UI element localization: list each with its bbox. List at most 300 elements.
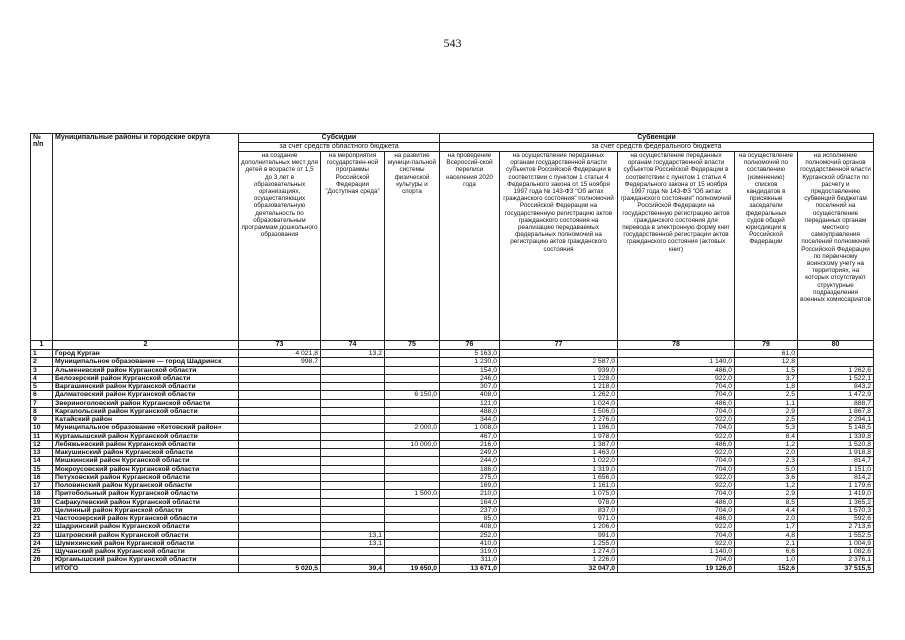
row-number: 25 [31, 548, 53, 556]
cell-c75 [385, 498, 440, 506]
cell-c76: 408,0 [440, 391, 500, 399]
cell-c73 [239, 515, 321, 523]
row-name: Частоозерский район Курганской области [53, 515, 239, 523]
cell-c79: 2,9 [735, 490, 798, 498]
cell-c79: 2,3 [735, 457, 798, 465]
cell-c74 [321, 457, 385, 465]
cell-c76: 252,0 [440, 531, 500, 539]
cell-c76: 1 230,0 [440, 358, 500, 366]
cell-c80: 843,2 [798, 383, 874, 391]
cell-c74 [321, 407, 385, 415]
table-row [31, 498, 874, 506]
cell-c76: 307,0 [440, 383, 500, 391]
column-index: 1 [31, 341, 53, 350]
cell-c80 [798, 350, 874, 358]
cell-c78: 704,0 [618, 407, 735, 415]
cell-c76: 210,0 [440, 490, 500, 498]
cell-c76: 5 163,0 [440, 350, 500, 358]
cell-c76: 408,0 [440, 523, 500, 531]
cell-c77: 1 161,0 [500, 482, 618, 490]
column-index: 75 [385, 341, 440, 350]
cell-c79: 2,9 [735, 407, 798, 415]
cell-c78: 704,0 [618, 457, 735, 465]
cell-c79: 8,4 [735, 432, 798, 440]
cell-c80 [798, 358, 874, 366]
cell-c79: 61,0 [735, 350, 798, 358]
table-row [31, 482, 874, 490]
cell-c76: 154,0 [440, 366, 500, 374]
table-row [31, 424, 874, 432]
cell-c79: 2,1 [735, 539, 798, 547]
cell-c77: 1 978,0 [500, 432, 618, 440]
cell-c77: 1 656,0 [500, 473, 618, 481]
cell-c73 [239, 539, 321, 547]
cell-c79: 1,2 [735, 482, 798, 490]
cell-c78: 922,0 [618, 539, 735, 547]
cell-c78: 922,0 [618, 449, 735, 457]
cell-c75 [385, 407, 440, 415]
cell-c75 [385, 473, 440, 481]
cell-c80: 814,2 [798, 473, 874, 481]
row-name: Сафакулевский район Курганской области [53, 498, 239, 506]
cell-c73: 4 021,8 [239, 350, 321, 358]
header-num: № п/п [31, 134, 53, 341]
row-name: Шатровский район Курганской области [53, 531, 239, 539]
cell-c73 [239, 432, 321, 440]
row-number: 4 [31, 374, 53, 382]
cell-c74 [321, 432, 385, 440]
row-number: 9 [31, 416, 53, 424]
table-row [31, 556, 874, 564]
cell-c74 [321, 506, 385, 514]
cell-c76: 467,0 [440, 432, 500, 440]
cell-c80: 1 179,6 [798, 482, 874, 490]
cell-c80: 1 552,5 [798, 531, 874, 539]
cell-c78: 704,0 [618, 391, 735, 399]
subsidies-table [30, 133, 874, 573]
cell-c80: 888,7 [798, 399, 874, 407]
table-row [31, 416, 874, 424]
table-row [31, 391, 874, 399]
cell-c73 [239, 465, 321, 473]
cell-c75 [385, 515, 440, 523]
header-col-74: на мероприятия государствен-ной программы Российской Федерации "Доступная среда" [321, 152, 385, 341]
cell-c79: 1,2 [735, 440, 798, 448]
header-subventions: Субвенции [440, 134, 874, 143]
row-name: Шадринский район Курганской области [53, 523, 239, 531]
header-col-77: на осуществление переданных органам государственной власти субъектов Российской Федерации в соответствии с пунктом 1 статьи 4 Федерального закона от 15 ноября 1997 года № 143-ФЗ "Об актах гражданского состояния" полномочий Российской Федерации на государственную регистрацию актов гражданского состояния на реализацию передаваемых федеральных полномочий на регистрацию актов гражданского состояния [500, 152, 618, 341]
cell-c78: 922,0 [618, 416, 735, 424]
column-index: 76 [440, 341, 500, 350]
cell-c74 [321, 523, 385, 531]
cell-c73 [239, 482, 321, 490]
cell-c80: 2 376,1 [798, 556, 874, 564]
cell-c77: 1 387,0 [500, 440, 618, 448]
header-col-76: на проведение Всероссий-ской переписи населения 2020 года [440, 152, 500, 341]
cell-c78: 922,0 [618, 482, 735, 490]
cell-c80: 1 522,1 [798, 374, 874, 382]
row-name: Юргамышский район Курганской области [53, 556, 239, 564]
cell-c77: 837,0 [500, 506, 618, 514]
cell-c79: 12,8 [735, 358, 798, 366]
cell-c74: 13,1 [321, 531, 385, 539]
cell-c75: 1 500,0 [385, 490, 440, 498]
cell-c77: 1 196,0 [500, 424, 618, 432]
cell-c75 [385, 366, 440, 374]
cell-c77: 1 255,0 [500, 539, 618, 547]
row-name: Мокроусовский район Курганской области [53, 465, 239, 473]
cell-c78: 704,0 [618, 383, 735, 391]
table-row [31, 515, 874, 523]
row-number: 22 [31, 523, 53, 531]
row-number: 19 [31, 498, 53, 506]
cell-c75 [385, 531, 440, 539]
table-row [31, 440, 874, 448]
cell-c75: 6 150,0 [385, 391, 440, 399]
cell-c75 [385, 457, 440, 465]
cell-c76: 249,0 [440, 449, 500, 457]
cell-c73 [239, 548, 321, 556]
cell-c76: 85,0 [440, 515, 500, 523]
cell-c74: 13,2 [321, 350, 385, 358]
cell-c75 [385, 432, 440, 440]
header-col-75: на развитие муници-пальной системы физической культуры и спорта [385, 152, 440, 341]
row-number: 10 [31, 424, 53, 432]
header-regional-budget: за счет средств областного бюджета [239, 143, 440, 152]
row-number: 1 [31, 350, 53, 358]
cell-c76: 216,0 [440, 440, 500, 448]
cell-c78: 486,0 [618, 515, 735, 523]
cell-c74 [321, 498, 385, 506]
row-name: Город Курган [53, 350, 239, 358]
cell-c79: 4,4 [735, 506, 798, 514]
cell-c73 [239, 424, 321, 432]
cell-c77: 1 218,0 [500, 383, 618, 391]
cell-c80: 1 365,2 [798, 498, 874, 506]
cell-c79: 1,5 [735, 366, 798, 374]
cell-c76: 488,0 [440, 407, 500, 415]
cell-c77: 1 024,0 [500, 399, 618, 407]
cell-c74 [321, 366, 385, 374]
cell-c79: 8,5 [735, 498, 798, 506]
cell-c80: 1 520,8 [798, 440, 874, 448]
cell-c75 [385, 374, 440, 382]
row-name: Звериноголовский район Курганской области [53, 399, 239, 407]
table-row [31, 506, 874, 514]
row-number: 15 [31, 465, 53, 473]
table-row [31, 366, 874, 374]
cell-c80: 5 148,5 [798, 424, 874, 432]
cell-c79: 2,5 [735, 391, 798, 399]
cell-c73 [239, 490, 321, 498]
row-name: Мишкинский район Курганской области [53, 457, 239, 465]
cell-c73 [239, 374, 321, 382]
cell-c77: 978,0 [500, 498, 618, 506]
column-index: 80 [798, 341, 874, 350]
row-number: 6 [31, 391, 53, 399]
cell-c80: 2 294,1 [798, 416, 874, 424]
cell-c76: 344,0 [440, 416, 500, 424]
cell-c77: 1 022,0 [500, 457, 618, 465]
table-row [31, 449, 874, 457]
column-index: 2 [53, 341, 239, 350]
row-number: 24 [31, 539, 53, 547]
cell-c78: 704,0 [618, 506, 735, 514]
row-name: Каргапольский район Курганской области [53, 407, 239, 415]
cell-c74 [321, 358, 385, 366]
cell-c74: 13,1 [321, 539, 385, 547]
cell-c76: 13 671,0 [440, 564, 500, 572]
cell-c73 [239, 556, 321, 564]
cell-c79: 2,5 [735, 416, 798, 424]
table-row [31, 473, 874, 481]
header-subsidies: Субсидии [239, 134, 440, 143]
table-row [31, 523, 874, 531]
row-number [31, 564, 53, 572]
cell-c75 [385, 465, 440, 473]
cell-c73 [239, 498, 321, 506]
cell-c78: 704,0 [618, 556, 735, 564]
cell-c76: 244,0 [440, 457, 500, 465]
column-index: 73 [239, 341, 321, 350]
cell-c75 [385, 548, 440, 556]
cell-c79: 1,1 [735, 399, 798, 407]
cell-c78: 19 126,0 [618, 564, 735, 572]
cell-c80: 37 515,5 [798, 564, 874, 572]
cell-c73: 998,7 [239, 358, 321, 366]
table-row [31, 465, 874, 473]
row-number: 5 [31, 383, 53, 391]
cell-c77: 1 274,0 [500, 548, 618, 556]
row-number: 2 [31, 358, 53, 366]
cell-c75 [385, 449, 440, 457]
row-number: 12 [31, 440, 53, 448]
row-name: Притобольный район Курганской области [53, 490, 239, 498]
header-col-78: на осуществление переданных органам государственной власти субъектов Российской Федерации в соответствии с пунктом 1 статьи 4 Федерального закона от 15 ноября 1997 года № 143-ФЗ "Об актах гражданского состояния" полномочий Российской Федерации на государственную регистрацию актов гражданского состояния для перевода в электронную форму книг государственной регистрации актов гражданского состояния (актовых книг) [618, 152, 735, 341]
row-name: Муниципальное образование — город Шадринск [53, 358, 239, 366]
cell-c74 [321, 383, 385, 391]
cell-c77: 1 226,0 [500, 556, 618, 564]
cell-c75 [385, 523, 440, 531]
cell-c80: 1 262,6 [798, 366, 874, 374]
cell-c76: 186,0 [440, 465, 500, 473]
row-number: 16 [31, 473, 53, 481]
cell-c76: 319,0 [440, 548, 500, 556]
cell-c75 [385, 399, 440, 407]
cell-c73: 5 020,5 [239, 564, 321, 572]
cell-c75 [385, 358, 440, 366]
row-number: 18 [31, 490, 53, 498]
cell-c73 [239, 523, 321, 531]
cell-c80: 814,7 [798, 457, 874, 465]
cell-c77: 1 228,0 [500, 374, 618, 382]
cell-c79: 3,7 [735, 374, 798, 382]
cell-c76: 169,0 [440, 482, 500, 490]
column-index: 74 [321, 341, 385, 350]
cell-c74: 39,4 [321, 564, 385, 572]
column-index: 77 [500, 341, 618, 350]
row-name: Белозерский район Курганской области [53, 374, 239, 382]
table-row [31, 399, 874, 407]
cell-c77: 991,0 [500, 531, 618, 539]
row-number: 11 [31, 432, 53, 440]
row-name: Целинный район Курганской области [53, 506, 239, 514]
cell-c74 [321, 465, 385, 473]
row-number: 21 [31, 515, 53, 523]
cell-c75: 2 000,0 [385, 424, 440, 432]
row-name: Лебяжьевский район Курганской области [53, 440, 239, 448]
cell-c76: 121,0 [440, 399, 500, 407]
cell-c80: 1 082,6 [798, 548, 874, 556]
table-row [31, 374, 874, 382]
header-col-80: на исполнение полномочий органов государственной власти Курганской области по расчету и предоставлению субвенций бюджетам поселений на осуществление переданных органам местного самоуправления поселений полномочий Российской Федерации по первичному воинскому учету на территориях, на которых отсутствуют структурные подразделения военных комиссариатов [798, 152, 874, 341]
cell-c79: 152,6 [735, 564, 798, 572]
cell-c78: 486,0 [618, 366, 735, 374]
total-row [31, 564, 874, 572]
row-name: Далматовский район Курганской области [53, 391, 239, 399]
table-row [31, 358, 874, 366]
cell-c73 [239, 399, 321, 407]
cell-c79: 2,0 [735, 449, 798, 457]
cell-c77: 1 276,0 [500, 416, 618, 424]
cell-c74 [321, 482, 385, 490]
cell-c80: 1 570,3 [798, 506, 874, 514]
cell-c79: 4,8 [735, 531, 798, 539]
cell-c75: 19 650,0 [385, 564, 440, 572]
cell-c77: 939,0 [500, 366, 618, 374]
cell-c73 [239, 473, 321, 481]
cell-c79: 6,6 [735, 548, 798, 556]
cell-c76: 237,0 [440, 506, 500, 514]
cell-c73 [239, 366, 321, 374]
row-name: Варгашинский район Курганской области [53, 383, 239, 391]
cell-c74 [321, 515, 385, 523]
row-name: Куртамышский район Курганской области [53, 432, 239, 440]
row-name: Половинский район Курганской области [53, 482, 239, 490]
table-row [31, 350, 874, 358]
row-name: Муниципальное образование «Кетовский район» [53, 424, 239, 432]
cell-c80: 2 713,6 [798, 523, 874, 531]
cell-c73 [239, 407, 321, 415]
row-number: 26 [31, 556, 53, 564]
row-number: 20 [31, 506, 53, 514]
cell-c74 [321, 440, 385, 448]
row-name: Щучанский район Курганской области [53, 548, 239, 556]
row-name: ИТОГО [53, 564, 239, 572]
cell-c75 [385, 539, 440, 547]
cell-c78: 486,0 [618, 498, 735, 506]
header-federal-budget: за счет средств федерального бюджета [440, 143, 874, 152]
cell-c75 [385, 556, 440, 564]
cell-c77: 1 319,0 [500, 465, 618, 473]
cell-c73 [239, 391, 321, 399]
cell-c73 [239, 531, 321, 539]
cell-c75 [385, 416, 440, 424]
cell-c74 [321, 424, 385, 432]
cell-c78: 922,0 [618, 473, 735, 481]
row-name: Макушинский район Курганской области [53, 449, 239, 457]
cell-c78: 704,0 [618, 424, 735, 432]
cell-c77: 971,0 [500, 515, 618, 523]
column-index: 79 [735, 341, 798, 350]
cell-c74 [321, 556, 385, 564]
cell-c79: 3,6 [735, 473, 798, 481]
row-number: 14 [31, 457, 53, 465]
cell-c78: 704,0 [618, 465, 735, 473]
cell-c77 [500, 350, 618, 358]
table-row [31, 531, 874, 539]
cell-c74 [321, 548, 385, 556]
cell-c77: 32 047,0 [500, 564, 618, 572]
table-row [31, 432, 874, 440]
cell-c80: 1 867,8 [798, 407, 874, 415]
cell-c80: 592,6 [798, 515, 874, 523]
cell-c79: 1,0 [735, 556, 798, 564]
row-name: Петуховский район Курганской области [53, 473, 239, 481]
header-name: Муниципальные районы и городские округа [53, 134, 239, 341]
cell-c79: 5,3 [735, 424, 798, 432]
cell-c80: 1 339,8 [798, 432, 874, 440]
cell-c75: 10 000,0 [385, 440, 440, 448]
cell-c78: 704,0 [618, 490, 735, 498]
cell-c78: 1 140,0 [618, 358, 735, 366]
cell-c77: 1 463,0 [500, 449, 618, 457]
cell-c76: 246,0 [440, 374, 500, 382]
cell-c77: 1 506,0 [500, 407, 618, 415]
row-number: 7 [31, 399, 53, 407]
table-row [31, 407, 874, 415]
cell-c80: 1 918,8 [798, 449, 874, 457]
cell-c77: 1 262,0 [500, 391, 618, 399]
table-row [31, 457, 874, 465]
cell-c74 [321, 490, 385, 498]
cell-c73 [239, 440, 321, 448]
cell-c77: 1 075,0 [500, 490, 618, 498]
header-col-79: на осуществление полномочий по составлению (изменению) списков кандидатов в присяжные заседатели федеральных судов общей юрисдикции в Российской Федерации [735, 152, 798, 341]
header-col-73: на создание дополнительных мест для детей в возрасте от 1,5 до 3 лет в образовательных организациях, осуществляющих образовательную деятельность по образовательным программам дошкольного образования [239, 152, 321, 341]
row-name: Катайский район [53, 416, 239, 424]
row-number: 3 [31, 366, 53, 374]
cell-c76: 275,0 [440, 473, 500, 481]
cell-c74 [321, 416, 385, 424]
cell-c75 [385, 383, 440, 391]
cell-c78: 922,0 [618, 523, 735, 531]
row-number: 23 [31, 531, 53, 539]
cell-c79: 2,0 [735, 515, 798, 523]
row-number: 13 [31, 449, 53, 457]
cell-c73 [239, 449, 321, 457]
cell-c73 [239, 457, 321, 465]
cell-c79: 5,0 [735, 465, 798, 473]
table-row [31, 383, 874, 391]
cell-c76: 1 008,0 [440, 424, 500, 432]
column-index: 78 [618, 341, 735, 350]
row-number: 17 [31, 482, 53, 490]
cell-c75 [385, 482, 440, 490]
cell-c79: 1,8 [735, 383, 798, 391]
table-row [31, 539, 874, 547]
cell-c80: 1 472,9 [798, 391, 874, 399]
row-number: 8 [31, 407, 53, 415]
cell-c80: 1 419,0 [798, 490, 874, 498]
cell-c73 [239, 416, 321, 424]
cell-c78: 704,0 [618, 531, 735, 539]
cell-c73 [239, 506, 321, 514]
cell-c74 [321, 473, 385, 481]
cell-c77: 1 206,0 [500, 523, 618, 531]
cell-c73 [239, 383, 321, 391]
cell-c78: 1 140,0 [618, 548, 735, 556]
